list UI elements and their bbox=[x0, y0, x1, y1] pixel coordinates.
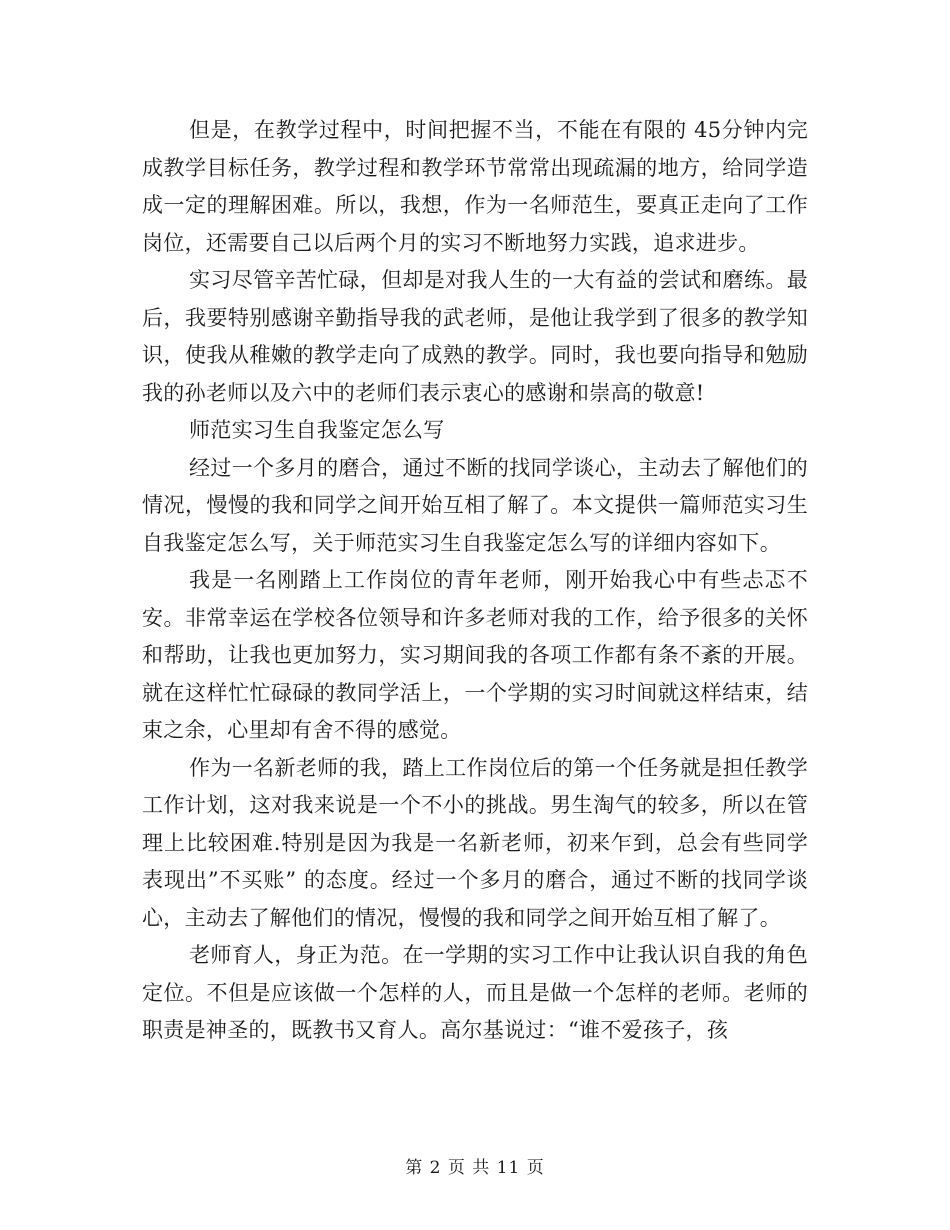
paragraph-3: 经过一个多月的磨合，通过不断的找同学谈心，主动去了解他们的情况，慢慢的我和同学之间开始互相了解了。本文提供一篇师范实习生自我鉴定怎么写，关于师范实习生自我鉴定怎么写的详细内容如下。 bbox=[142, 455, 808, 555]
paragraph-4: 我是一名刚踏上工作岗位的青年老师，刚开始我心中有些忐忑不安。非常幸运在学校各位领导和许多老师对我的工作，给予很多的关怀和帮助，让我也更加努力，实习期间我的各项工作都有条不紊的开展。就在这样忙忙碌碌的教同学活上，一个学期的实习时间就这样结束，结束之余，心里却有舍不得的感觉。 bbox=[142, 568, 808, 742]
paragraph-2: 实习尽管辛苦忙碌，但却是对我人生的一大有益的尝试和磨练。最后，我要特别感谢辛勤指导我的武老师，是他让我学到了很多的教学知识，使我从稚嫩的教学走向了成熟的教学。同时，我也要向指导和勉励我的孙老师以及六中的老师们表示衷心的感谢和崇高的敬意! bbox=[142, 268, 808, 405]
page-number-footer: 第 2 页 共 11 页 bbox=[405, 1158, 545, 1178]
paragraph-1: 但是，在教学过程中，时间把握不当，不能在有限的 45分钟内完成教学目标任务，教学过程和教学环节常常出现疏漏的地方，给同学造成一定的理解困难。所以，我想，作为一名师范生，要真正走向了工作岗位，还需要自己以后两个月的实习不断地努力实践，追求进步。 bbox=[142, 118, 808, 255]
document-body bbox=[142, 112, 808, 1050]
paragraph-6: 老师育人，身正为范。在一学期的实习工作中让我认识自我的角色定位。不但是应该做一个怎样的人，而且是做一个怎样的老师。老师的职责是神圣的，既教书又育人。高尔基说过：“谁不爱孩子，孩 bbox=[142, 943, 808, 1042]
section-heading: 师范实习生自我鉴定怎么写 bbox=[189, 418, 445, 442]
paragraph-5: 作为一名新老师的我，踏上工作岗位后的第一个任务就是担任教学工作计划，这对我来说是一个不小的挑战。男生淘气的较多，所以在管理上比较困难.特别是因为我是一名新老师，初来乍到，总会有些同学表现出”不买账” 的态度。经过一个多月的磨合，通过不断的找同学谈心，主动去了解他们的情况，慢慢的我和同学之间开始互相了解了。 bbox=[142, 755, 808, 930]
